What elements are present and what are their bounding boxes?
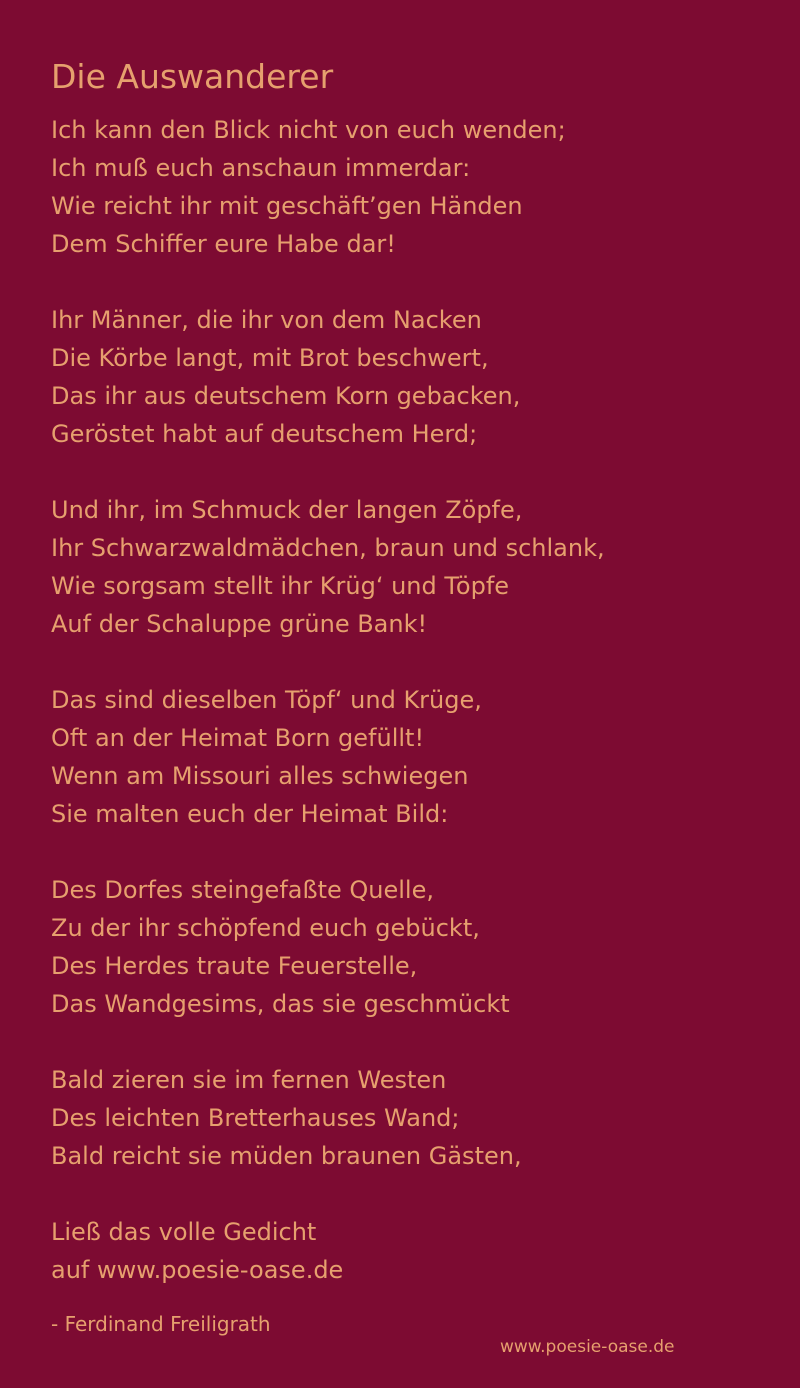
stanza-2 xyxy=(51,301,751,453)
poem-body xyxy=(51,111,751,1327)
poem-line: Ich kann den Blick nicht von euch wenden; xyxy=(51,116,566,144)
poem-line: Wenn am Missouri alles schwiegen xyxy=(51,762,469,790)
poem-line: Das ihr aus deutschem Korn gebacken, xyxy=(51,382,521,410)
poem-line: Des Dorfes steingefaßte Quelle, xyxy=(51,876,434,904)
poem-line: Wie sorgsam stellt ihr Krüg‘ und Töpfe xyxy=(51,572,510,600)
poem-line: Bald zieren sie im fernen Westen xyxy=(51,1066,447,1094)
poem-line: Des Herdes traute Feuerstelle, xyxy=(51,952,418,980)
stanza-6 xyxy=(51,1061,751,1175)
author-credit: - Ferdinand Freiligrath xyxy=(51,1312,271,1336)
stanza-5 xyxy=(51,871,751,1023)
poem-line: Wie reicht ihr mit geschäft’gen Händen xyxy=(51,192,523,220)
poem-line: Das Wandgesims, das sie geschmückt xyxy=(51,990,510,1018)
poem-line: Und ihr, im Schmuck der langen Zöpfe, xyxy=(51,496,523,524)
stanza-3 xyxy=(51,491,751,643)
stanza-4 xyxy=(51,681,751,833)
poem-line: Des leichten Bretterhauses Wand; xyxy=(51,1104,460,1132)
stanza-1 xyxy=(51,111,751,263)
poem-title: Die Auswanderer xyxy=(51,57,334,96)
poem-line: Oft an der Heimat Born gefüllt! xyxy=(51,724,425,752)
poem-line: Ich muß euch anschaun immerdar: xyxy=(51,154,471,182)
read-more-note xyxy=(51,1213,751,1289)
poem-line: Auf der Schaluppe grüne Bank! xyxy=(51,610,428,638)
poem-line: Sie malten euch der Heimat Bild: xyxy=(51,800,449,828)
poem-line: Ihr Schwarzwaldmädchen, braun und schlank, xyxy=(51,534,605,562)
poem-line: Das sind dieselben Töpf‘ und Krüge, xyxy=(51,686,482,714)
poem-line: Geröstet habt auf deutschem Herd; xyxy=(51,420,478,448)
poem-line: Die Körbe langt, mit Brot beschwert, xyxy=(51,344,489,372)
poem-line: Bald reicht sie müden braunen Gästen, xyxy=(51,1142,522,1170)
footer-website-link[interactable]: www.poesie-oase.de xyxy=(500,1337,675,1357)
poem-line: Ließ das volle Gedicht xyxy=(51,1218,317,1246)
poem-line: auf www.poesie-oase.de xyxy=(51,1256,344,1284)
poem-line: Ihr Männer, die ihr von dem Nacken xyxy=(51,306,482,334)
poem-line: Zu der ihr schöpfend euch gebückt, xyxy=(51,914,480,942)
poem-line: Dem Schiffer eure Habe dar! xyxy=(51,230,396,258)
